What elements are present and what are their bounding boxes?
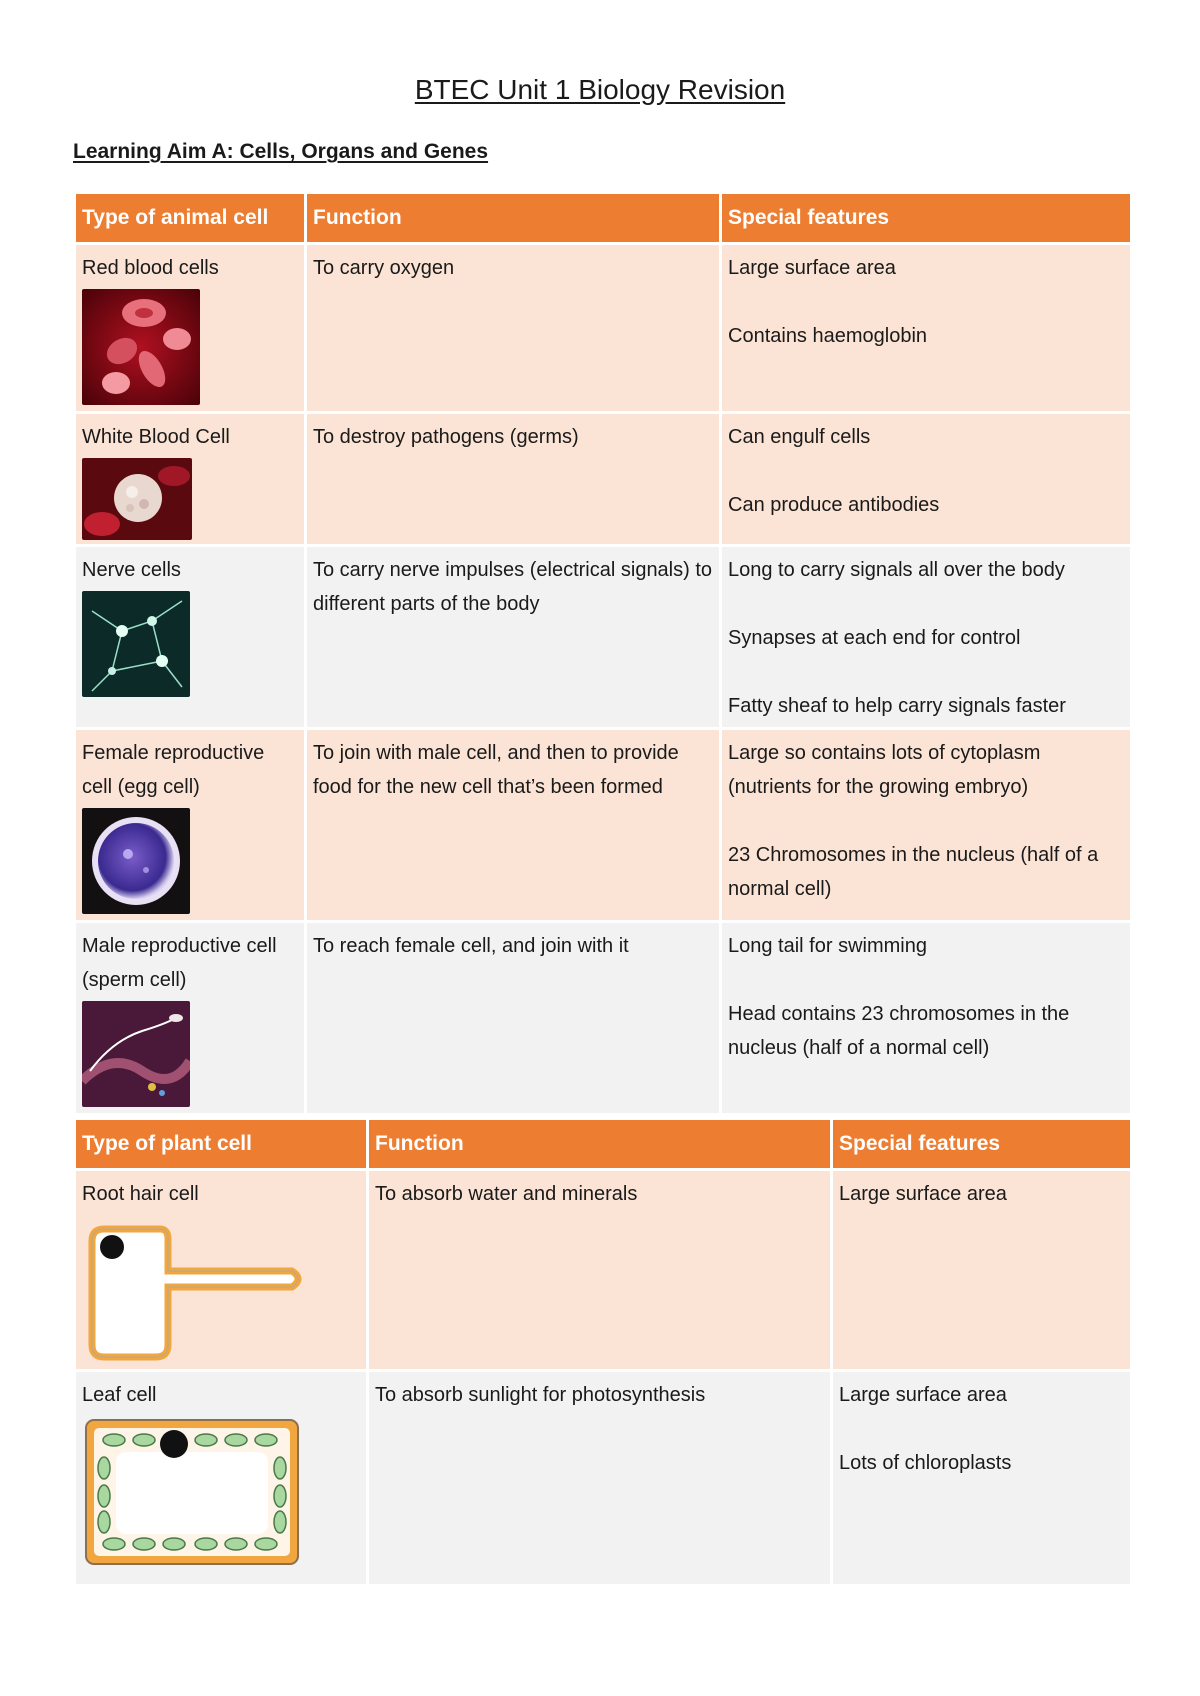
cell-type: [76, 1171, 366, 1369]
cell-type-label: Male reproductive cell (sperm cell): [82, 935, 277, 991]
table-header-row: [76, 194, 1130, 242]
feature-item: Can engulf cells: [728, 426, 871, 448]
animal-cells-table: [73, 191, 1133, 1116]
special-features: [833, 1372, 1130, 1584]
special-features: [722, 730, 1130, 920]
table-row: [76, 547, 1130, 727]
feature-item: Lots of chloroplasts: [839, 1452, 1012, 1474]
nerve-cells-image: [82, 591, 190, 697]
header-function: Function: [307, 194, 719, 242]
cell-type: [76, 730, 304, 920]
header-special-features: Special features: [722, 194, 1130, 242]
cell-type-label: Nerve cells: [82, 559, 181, 581]
function: To reach female cell, and join with it: [307, 923, 719, 1113]
cell-type-label: Leaf cell: [82, 1384, 157, 1406]
feature-item: 23 Chromosomes in the nucleus (half of a normal cell): [728, 844, 1099, 900]
special-features: [722, 245, 1130, 411]
header-function: Function: [369, 1120, 830, 1168]
header-cell-type: Type of plant cell: [76, 1120, 366, 1168]
table-row: [76, 730, 1130, 920]
header-special-features: Special features: [833, 1120, 1130, 1168]
plant-cells-table: [73, 1117, 1133, 1587]
learning-aim-heading: Learning Aim A: Cells, Organs and Genes: [73, 140, 489, 163]
function: To absorb sunlight for photosynthesis: [369, 1372, 830, 1584]
special-features: [722, 923, 1130, 1113]
feature-item: Large surface area: [839, 1183, 1007, 1205]
table-header-row: [76, 1120, 1130, 1168]
special-features: [722, 547, 1130, 727]
function: To destroy pathogens (germs): [307, 414, 719, 544]
cell-type: [76, 1372, 366, 1584]
egg-cell-image: [82, 808, 190, 914]
table-row: [76, 414, 1130, 544]
table-row: [76, 1372, 1130, 1584]
red-blood-cells-image: [82, 289, 200, 405]
special-features: [722, 414, 1130, 544]
function: To carry oxygen: [307, 245, 719, 411]
function: To carry nerve impulses (electrical signals) to different parts of the body: [307, 547, 719, 727]
cell-type-label: Red blood cells: [82, 257, 219, 279]
document-title: BTEC Unit 1 Biology Revision: [414, 74, 786, 105]
feature-item: Contains haemoglobin: [728, 325, 928, 347]
feature-item: Can produce antibodies: [728, 494, 940, 516]
feature-item: Large surface area: [839, 1384, 1007, 1406]
feature-item: Large surface area: [728, 257, 896, 279]
feature-item: Head contains 23 chromosomes in the nucleus (half of a normal cell): [728, 1003, 1070, 1059]
table-row: [76, 923, 1130, 1113]
function: To join with male cell, and then to provide food for the new cell that’s been formed: [307, 730, 719, 920]
cell-type: [76, 547, 304, 727]
header-cell-type: Type of animal cell: [76, 194, 304, 242]
table-row: [76, 1171, 1130, 1369]
cell-type-label: Female reproductive cell (egg cell): [82, 742, 265, 798]
root-hair-cell-image: [82, 1215, 302, 1365]
feature-item: Large so contains lots of cytoplasm (nutrients for the growing embryo): [728, 742, 1041, 798]
cell-type-label: Root hair cell: [82, 1183, 199, 1205]
function: To absorb water and minerals: [369, 1171, 830, 1369]
special-features: [833, 1171, 1130, 1369]
feature-item: Fatty sheaf to help carry signals faster: [728, 695, 1066, 717]
cell-type-label: White Blood Cell: [82, 426, 230, 448]
cell-type: [76, 414, 304, 544]
table-row: [76, 245, 1130, 411]
feature-item: Synapses at each end for control: [728, 627, 1021, 649]
feature-item: Long to carry signals all over the body: [728, 559, 1065, 581]
white-blood-cell-image: [82, 458, 192, 540]
leaf-cell-image: [82, 1416, 302, 1568]
cell-type: [76, 245, 304, 411]
cell-type: [76, 923, 304, 1113]
sperm-cell-image: [82, 1001, 190, 1107]
feature-item: Long tail for swimming: [728, 935, 927, 957]
